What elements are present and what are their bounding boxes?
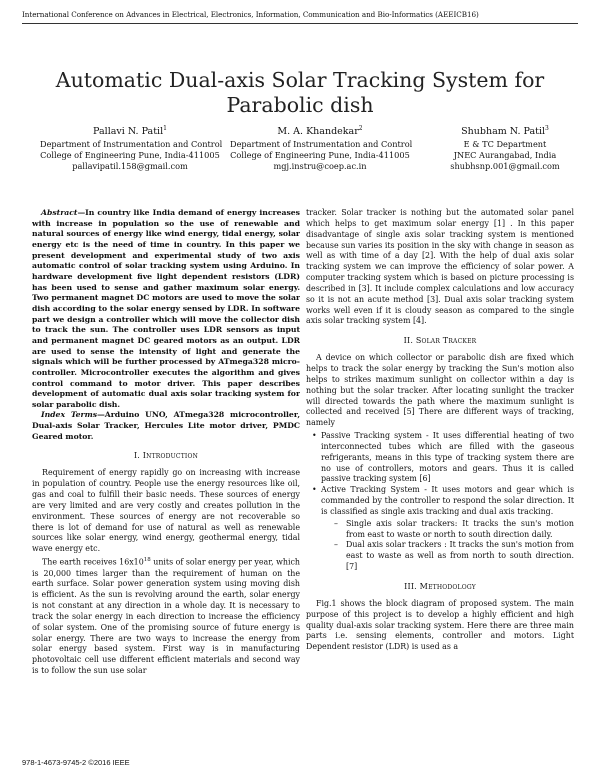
- active-tracking-sublist: [321, 519, 574, 573]
- conference-header: International Conference on Advances in Electrical, Electronics, Information, Communication and Bio-Informatics (AEEICB16): [22, 10, 479, 19]
- author-2: [230, 124, 413, 171]
- author-inst: College of Engineering Pune, India-411005: [230, 149, 410, 160]
- list-item: • Active Tracking System - It uses motors and gear which is commanded by the controller to respond the solar direction. It is classified as single axis tracking and dual axis tracking. – Single axis solar trackers: It tracks the sun's motion from east to waste or north to south direction daily. – Dual axis solar trackers : It tracks the sun's motion from east to waste as well as from north to south direction. [7]: [321, 485, 574, 573]
- author-name: Pallavi N. Patil$^1$: [93, 125, 167, 138]
- section-heading-methodology: III. Methodology: [404, 582, 476, 591]
- section-heading-introduction: I. Introduction: [133, 451, 199, 461]
- author-name: Shubham N. Patil$^3$: [461, 125, 549, 138]
- section-heading-solar-tracker: II. Solar Tracker: [403, 336, 477, 346]
- author-1: [40, 124, 223, 171]
- author-name: M. A. Khandekar$^2$: [277, 125, 363, 138]
- solar-tracker-paragraph: A device on which collector or parabolic dish are fixed which helps to track the solar energy by tracking the Sun's motion also helps to strikes maximum sunlight on collector within a day is nothing but the solar tracker. After locating sunlight the tracker will directed towards the path where the maximum sunlight is collected and received [5] There are different ways of tracking, namely: [306, 353, 574, 428]
- abstract: Abstract—In country like India demand of energy increases with increase in population so the use of renewable and natural sources of energy like wind energy, tidal energy, solar energy etc is the need of time in country. In this paper we present development and experimental study of two axis automatic control of solar tracking system using Arduino. In hardware development five light dependent resistors (LDR) has been used to sense and gather maximum solar energy. Two permanent magnet DC motors are used to move the solar dish according to the solar energy sensed by LDR. In software part we design a controller which will move the collector dish to track the sun. The controller uses LDR sensors as input and permanent magnet DC geared motors as an output. LDR are used to sense the intensity of light and generate the signals which will be further processed by ATmega328 micro-controller. Microcontroller executes the algorithm and gives control command to motor driver. This paper describes development of automatic dual axis solar tracking system for solar parabolic dish.: [32, 208, 300, 409]
- author-block: [40, 124, 560, 174]
- author-3: [445, 124, 565, 171]
- paper-title: Automatic Dual-axis Solar Tracking System for Parabolic dish: [55, 67, 545, 117]
- author-dept: E & TC Department: [463, 138, 547, 149]
- author-email: mgj.instru@coep.ac.in: [273, 160, 367, 171]
- intro-paragraph-1: Requirement of energy rapidly go on increasing with increase in population of country. People use the energy resources like oil, gas and coal to fulfill their basic needs. These sources of energy are very limited and are very costly and creates pollution in the environment. These sources of energy are not recoverable so there is lot of demand for use of natural as well as renewable sources like solar energy, wind energy, geothermal energy, tidal wave energy etc.: [32, 468, 300, 554]
- tracking-types-list: [306, 431, 574, 573]
- intro-paragraph-continued: tracker. Solar tracker is nothing but the automated solar panel which helps to get maximum solar energy [1] . In this paper disadvantage of single axis solar tracking system is mentioned because sun varies its position in the sky with change in season as well as with time of a day [2]. With the help of dual axis solar tracking system we can improve the efficiency of solar power. A computer tracking system which is based on picture processing is described in [3]. It include complex calculations and low accuracy so it is not an acute method [3]. Dual axis solar tracking system works well even if it is cloudy season as compared to the single axis solar tracking system [4].: [306, 208, 574, 326]
- right-column: [306, 208, 574, 758]
- intro-paragraph-2: The earth receives $16x10^{18}$ units of solar energy per year, which is 20,000 times larger than the requirement of human on the earth surface. Solar power generation system using moving dish is efficient. As the sun is revolving around the earth, solar energy is not constant at any direction in a whole day. It is necessary to track the solar energy in each direction to increase the efficiency of solar system. One of the promising source of future energy is solar energy. There are two ways to increase the energy from solar energy based system. First way is in manufacturing photovoltaic cell use different efficient materials and second way is to follow the sun use solar: [32, 557, 300, 676]
- index-terms: Index Terms—Arduino UNO, ATmega328 microcontroller, Dual-axis Solar Tracker, Hercules Lite motor driver, PMDC Geared motor.: [32, 410, 300, 441]
- header-rule: [22, 23, 578, 24]
- author-dept: Department of Instrumentation and Control: [230, 138, 413, 149]
- methodology-paragraph: Fig.1 shows the block diagram of proposed system. The main purpose of this project is to develop a highly efficient and high quality dual-axis solar tracking system. Here there are three main parts i.e. sensing elements, controller and motors. Light Dependent resistor (LDR) is used as a: [306, 598, 574, 652]
- list-item: – Single axis solar trackers: It tracks the sun's motion from east to waste or north to south direction daily.: [346, 519, 574, 541]
- list-item: – Dual axis solar trackers : It tracks the sun's motion from east to waste as well as from north to south direction. [7]: [346, 540, 574, 573]
- author-dept: Department of Instrumentation and Control: [40, 138, 223, 149]
- author-email: pallavipatil.158@gmail.com: [72, 160, 188, 171]
- author-inst: College of Engineering Pune, India-411005: [40, 149, 220, 160]
- author-email: shubhsnp.001@gmail.com: [450, 160, 560, 171]
- footer-isbn: 978-1-4673-9745-2 ©2016 IEEE: [22, 758, 130, 767]
- list-item: • Passive Tracking system - It uses differential heating of two interconnected tubes which are filled with the gaseous refrigerants, means in this type of tracking system there are no use of controllers, motors and gears. Thus it is called passive tracking system [6]: [321, 431, 574, 485]
- author-inst: JNEC Aurangabad, India: [453, 149, 557, 160]
- left-column: [32, 208, 300, 758]
